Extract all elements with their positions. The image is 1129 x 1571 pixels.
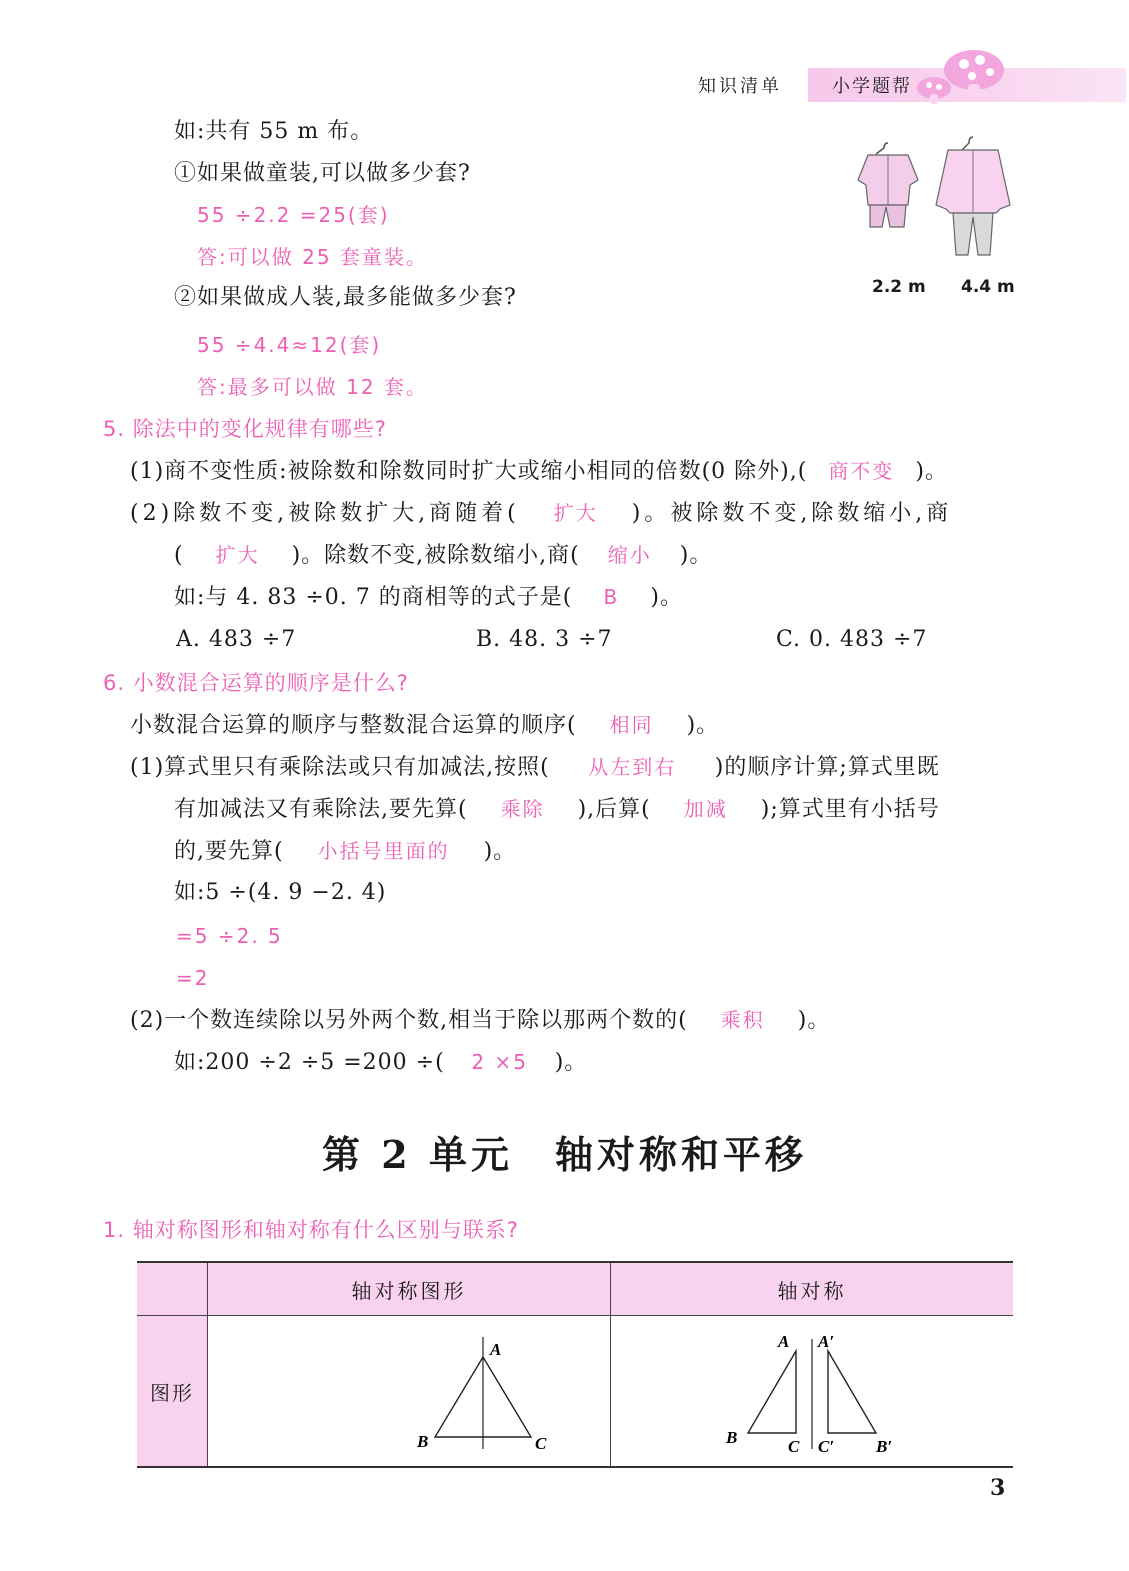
- section-6-p1-line2: [174, 794, 940, 825]
- row-label-figure: 图形: [137, 1316, 208, 1468]
- example-prefix: 如:与 4. 83 ÷0. 7 的商相等的式子是(: [174, 585, 573, 610]
- label-b-prime: B′: [876, 1437, 893, 1456]
- fill-suo-xiao: 缩小: [607, 543, 652, 567]
- fill-cheng-ji: 乘积: [720, 1008, 765, 1032]
- fill-kuo-da-1: 扩大: [553, 501, 598, 525]
- p1-a: (1)算式里只有乘除法或只有加减法,按照(: [130, 755, 550, 780]
- section-5-heading: 5. 除法中的变化规律有哪些?: [103, 417, 387, 441]
- option-a: A. 483 ÷7: [176, 627, 297, 652]
- p2-suffix: )。: [797, 1008, 831, 1033]
- section-6-example-2: [174, 1047, 587, 1078]
- option-b: B. 48. 3 ÷7: [476, 627, 613, 652]
- section-6-p2: [130, 1005, 830, 1036]
- example-question-2: ②如果做成人装,最多能做多少套?: [174, 285, 517, 310]
- label-c-prime: C′: [818, 1437, 835, 1456]
- comparison-table: [137, 1261, 1013, 1468]
- mirrored-triangles-figure: [612, 1317, 1012, 1465]
- p2-e: )。: [679, 543, 713, 568]
- p1-e: );算式里有小括号: [760, 797, 940, 822]
- label-c: C: [535, 1434, 547, 1453]
- section-6-intro: [130, 710, 719, 741]
- label-a-prime: A′: [818, 1332, 835, 1351]
- section-5-example: [174, 582, 683, 613]
- p1-g: )。: [483, 839, 517, 864]
- child-size-label: 2.2 m: [872, 277, 926, 297]
- fill-shang-bu-bian: 商不变: [828, 459, 895, 483]
- unit-title: 第 2 单元 轴对称和平移: [322, 1132, 807, 1177]
- fill-kuo-da-2: 扩大: [215, 543, 260, 567]
- section-6-example-step-2: =2: [176, 966, 210, 990]
- table-header-row: [137, 1262, 1013, 1316]
- fill-jia-jian: 加减: [683, 797, 728, 821]
- header-left-title: 知识清单: [698, 76, 782, 97]
- page-number: 3: [990, 1475, 1006, 1501]
- example-question-1: ①如果做童装,可以做多少套?: [174, 161, 471, 186]
- example-q1-answer: 答:可以做 25 套童装。: [197, 245, 428, 269]
- section-5-p2-line2: [174, 540, 712, 571]
- ex2-suffix: )。: [554, 1050, 588, 1075]
- col-header-axisymmetric-figure: 轴对称图形: [208, 1262, 611, 1316]
- label-a-left: A: [778, 1332, 790, 1351]
- example-q2-answer: 答:最多可以做 12 套。: [197, 375, 428, 399]
- section-5-p1: [130, 456, 948, 487]
- isosceles-triangle-figure: [209, 1317, 609, 1465]
- fill-2x5: 2 ×5: [471, 1050, 528, 1074]
- intro-suffix: )。: [686, 713, 720, 738]
- fill-cheng-chu: 乘除: [500, 797, 545, 821]
- p2-prefix: (2)一个数连续除以另外两个数,相当于除以那两个数的(: [130, 1008, 688, 1033]
- p1-b: )的顺序计算;算式里既: [714, 755, 940, 780]
- mushroom-icon: [912, 40, 1007, 115]
- fill-xiang-tong: 相同: [609, 713, 654, 737]
- p2-d: )。除数不变,被除数缩小,商(: [291, 543, 580, 568]
- example-q1-calc: 55 ÷2.2 =25(套): [197, 203, 390, 227]
- header-right-title: 小学题帮: [832, 76, 912, 97]
- intro-prefix: 小数混合运算的顺序与整数混合运算的顺序(: [130, 713, 577, 738]
- label-c-left: C: [788, 1437, 800, 1456]
- example-suffix: )。: [650, 585, 683, 610]
- p2-c: (: [174, 543, 184, 568]
- p1-f: 的,要先算(: [174, 839, 284, 864]
- cell-figure-2: [611, 1316, 1014, 1468]
- p2-b: )。被除数不变,除数缩小,商: [631, 501, 953, 526]
- section-6-example-step-1: =5 ÷2. 5: [176, 924, 283, 948]
- p1-suffix: )。: [915, 459, 948, 484]
- p2-a: (2)除数不变,被除数扩大,商随着(: [130, 501, 520, 526]
- p1-d: ),后算(: [577, 797, 651, 822]
- section-5-p2-line1: [130, 498, 952, 529]
- ex2-prefix: 如:200 ÷2 ÷5 =200 ÷(: [174, 1050, 445, 1075]
- adult-size-label: 4.4 m: [961, 277, 1015, 297]
- col-header-axial-symmetry: 轴对称: [611, 1262, 1014, 1316]
- p1-prefix: (1)商不变性质:被除数和除数同时扩大或缩小相同的倍数(0 除外),(: [130, 459, 808, 484]
- section-6-p1-line3: [174, 836, 516, 867]
- option-c: C. 0. 483 ÷7: [776, 627, 928, 652]
- unit-section-1-heading: 1. 轴对称图形和轴对称有什么区别与联系?: [103, 1218, 519, 1242]
- clothing-illustration: [848, 135, 1018, 265]
- table-corner: [137, 1262, 208, 1316]
- p1-c: 有加减法又有乘除法,要先算(: [174, 797, 468, 822]
- example-q2-calc: 55 ÷4.4≈12(套): [197, 333, 382, 357]
- label-a: A: [490, 1340, 502, 1359]
- fill-xiao-kuo-hao: 小括号里面的: [317, 839, 450, 863]
- section-6-example-1: 如:5 ÷(4. 9 −2. 4): [174, 880, 387, 905]
- example-intro: 如:共有 55 m 布。: [174, 119, 374, 144]
- fill-choice: B: [603, 585, 620, 609]
- fill-cong-zuo-dao-you: 从左到右: [588, 755, 677, 779]
- table-row: [137, 1316, 1013, 1468]
- section-6-p1-line1: [130, 752, 940, 783]
- cell-figure-1: [208, 1316, 611, 1468]
- label-b-left: B: [726, 1428, 738, 1447]
- section-6-heading: 6. 小数混合运算的顺序是什么?: [103, 671, 409, 695]
- label-b: B: [417, 1432, 429, 1451]
